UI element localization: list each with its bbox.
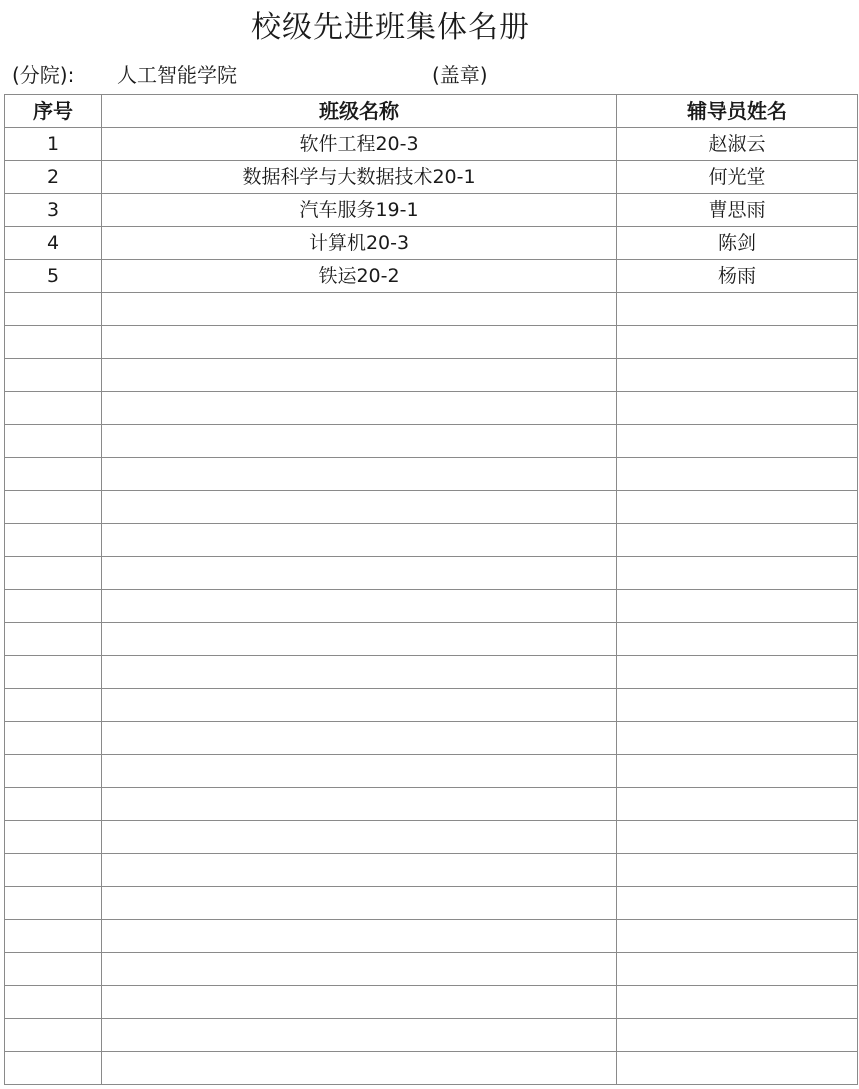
empty-cell <box>617 1052 858 1085</box>
empty-cell <box>617 524 858 557</box>
empty-cell <box>102 293 617 326</box>
empty-cell <box>102 491 617 524</box>
column-header-counselor: 辅导员姓名 <box>617 95 858 128</box>
table-row <box>5 128 858 161</box>
row-class-name: 软件工程20-3 <box>102 128 617 161</box>
empty-table-row <box>5 557 858 590</box>
empty-table-row <box>5 920 858 953</box>
empty-cell <box>102 392 617 425</box>
table-header-row <box>5 95 858 128</box>
empty-cell <box>617 359 858 392</box>
empty-cell <box>5 491 102 524</box>
empty-cell <box>617 986 858 1019</box>
table-body <box>5 128 858 1085</box>
empty-cell <box>102 326 617 359</box>
empty-cell <box>5 458 102 491</box>
table-row <box>5 227 858 260</box>
empty-cell <box>5 1052 102 1085</box>
empty-cell <box>617 293 858 326</box>
empty-table-row <box>5 821 858 854</box>
empty-cell <box>102 986 617 1019</box>
row-no: 4 <box>5 227 102 260</box>
empty-cell <box>102 788 617 821</box>
empty-cell <box>617 788 858 821</box>
empty-table-row <box>5 1019 858 1052</box>
class-roster-table <box>4 94 858 1085</box>
empty-cell <box>617 425 858 458</box>
empty-table-row <box>5 293 858 326</box>
empty-cell <box>102 557 617 590</box>
empty-cell <box>617 623 858 656</box>
empty-table-row <box>5 1052 858 1085</box>
row-counselor: 杨雨 <box>617 260 858 293</box>
empty-cell <box>5 986 102 1019</box>
empty-cell <box>102 887 617 920</box>
empty-table-row <box>5 722 858 755</box>
empty-cell <box>617 1019 858 1052</box>
empty-cell <box>102 920 617 953</box>
branch-label: (分院): <box>12 63 75 87</box>
row-no: 3 <box>5 194 102 227</box>
empty-cell <box>102 953 617 986</box>
empty-cell <box>617 557 858 590</box>
empty-cell <box>617 326 858 359</box>
empty-cell <box>5 557 102 590</box>
empty-cell <box>102 755 617 788</box>
empty-cell <box>5 359 102 392</box>
empty-cell <box>5 722 102 755</box>
empty-table-row <box>5 854 858 887</box>
row-class-name: 数据科学与大数据技术20-1 <box>102 161 617 194</box>
empty-cell <box>5 788 102 821</box>
table-row <box>5 194 858 227</box>
row-class-name: 铁运20-2 <box>102 260 617 293</box>
empty-cell <box>617 491 858 524</box>
empty-table-row <box>5 887 858 920</box>
empty-table-row <box>5 788 858 821</box>
empty-cell <box>617 722 858 755</box>
empty-cell <box>617 953 858 986</box>
empty-cell <box>102 689 617 722</box>
empty-cell <box>5 689 102 722</box>
empty-cell <box>5 854 102 887</box>
row-class-name: 汽车服务19-1 <box>102 194 617 227</box>
seal-label: (盖章) <box>432 63 488 87</box>
empty-cell <box>5 656 102 689</box>
empty-table-row <box>5 458 858 491</box>
empty-table-row <box>5 689 858 722</box>
row-no: 2 <box>5 161 102 194</box>
empty-table-row <box>5 953 858 986</box>
empty-cell <box>102 722 617 755</box>
table-row <box>5 260 858 293</box>
empty-cell <box>102 623 617 656</box>
document-title: 校级先进班集体名册 <box>251 10 530 45</box>
empty-cell <box>102 1019 617 1052</box>
empty-cell <box>102 458 617 491</box>
row-class-name: 计算机20-3 <box>102 227 617 260</box>
empty-cell <box>5 425 102 458</box>
empty-cell <box>102 425 617 458</box>
empty-cell <box>617 458 858 491</box>
row-counselor: 曹思雨 <box>617 194 858 227</box>
empty-cell <box>102 590 617 623</box>
empty-cell <box>5 623 102 656</box>
empty-cell <box>102 656 617 689</box>
empty-cell <box>5 953 102 986</box>
empty-cell <box>617 887 858 920</box>
row-counselor: 何光堂 <box>617 161 858 194</box>
empty-cell <box>5 1019 102 1052</box>
row-counselor: 赵淑云 <box>617 128 858 161</box>
empty-cell <box>102 854 617 887</box>
empty-cell <box>5 590 102 623</box>
empty-table-row <box>5 425 858 458</box>
empty-table-row <box>5 359 858 392</box>
empty-table-row <box>5 590 858 623</box>
empty-cell <box>102 524 617 557</box>
empty-cell <box>5 524 102 557</box>
empty-cell <box>617 590 858 623</box>
header-info <box>0 60 859 90</box>
empty-table-row <box>5 755 858 788</box>
empty-table-row <box>5 326 858 359</box>
row-no: 1 <box>5 128 102 161</box>
empty-cell <box>5 293 102 326</box>
row-counselor: 陈剑 <box>617 227 858 260</box>
empty-cell <box>5 326 102 359</box>
column-header-class-name: 班级名称 <box>102 95 617 128</box>
empty-table-row <box>5 392 858 425</box>
table-row <box>5 161 858 194</box>
empty-cell <box>5 392 102 425</box>
column-header-no: 序号 <box>5 95 102 128</box>
empty-table-row <box>5 986 858 1019</box>
branch-value: 人工智能学院 <box>117 63 237 87</box>
empty-cell <box>5 920 102 953</box>
empty-cell <box>617 920 858 953</box>
empty-table-row <box>5 623 858 656</box>
empty-cell <box>617 755 858 788</box>
empty-cell <box>102 359 617 392</box>
empty-cell <box>5 887 102 920</box>
empty-cell <box>102 821 617 854</box>
empty-cell <box>102 1052 617 1085</box>
empty-cell <box>5 821 102 854</box>
empty-cell <box>617 656 858 689</box>
empty-cell <box>617 821 858 854</box>
row-no: 5 <box>5 260 102 293</box>
empty-table-row <box>5 656 858 689</box>
empty-cell <box>617 392 858 425</box>
empty-cell <box>617 689 858 722</box>
empty-table-row <box>5 524 858 557</box>
empty-table-row <box>5 491 858 524</box>
empty-cell <box>617 854 858 887</box>
empty-cell <box>5 755 102 788</box>
